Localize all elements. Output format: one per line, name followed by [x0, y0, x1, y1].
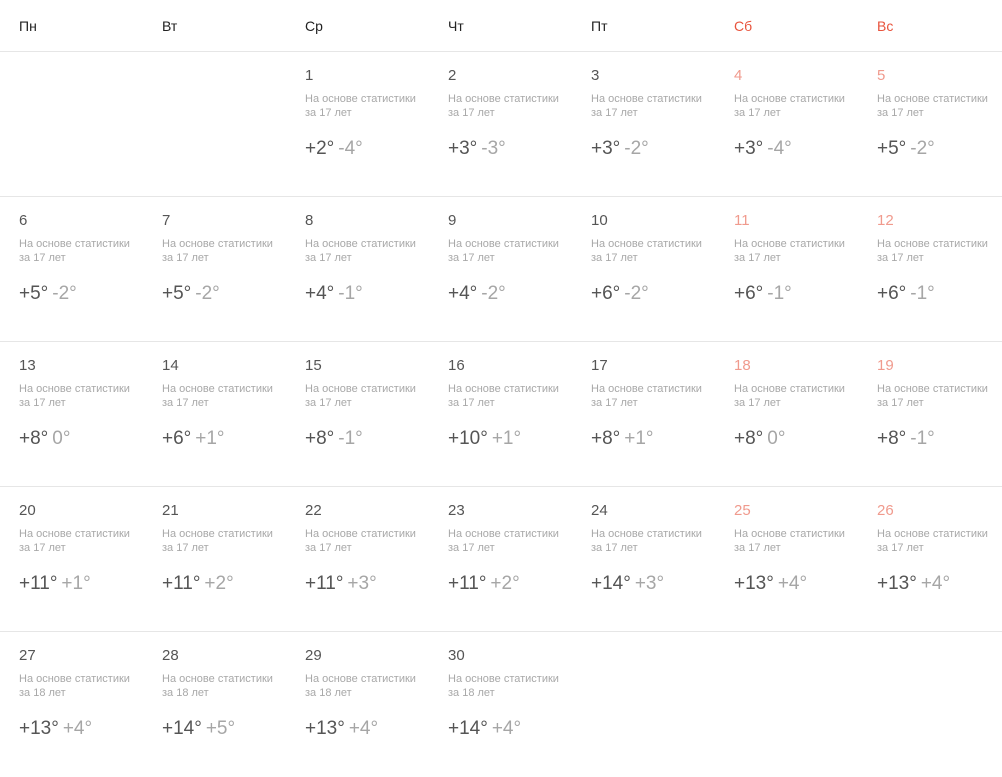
day-number: 28 [162, 647, 179, 664]
statistics-note-line1: На основе статистики [305, 528, 416, 540]
day-cell[interactable] [286, 52, 429, 196]
day-number: 26 [877, 502, 894, 519]
temperature-range [591, 573, 715, 595]
weekday-sat: Сб [734, 18, 753, 34]
statistics-note-line1: На основе статистики [162, 673, 273, 685]
statistics-note-line2: за 17 лет [305, 107, 352, 119]
empty-day-cell [572, 632, 715, 777]
statistics-note-line2: за 17 лет [877, 542, 924, 554]
day-cell[interactable] [858, 342, 1001, 486]
statistics-note [448, 672, 572, 700]
day-cell[interactable] [429, 487, 572, 631]
temperature-range [877, 573, 1001, 595]
day-cell[interactable] [715, 52, 858, 196]
statistics-note [448, 527, 572, 555]
statistics-note-line2: за 18 лет [162, 687, 209, 699]
day-cell[interactable] [715, 342, 858, 486]
weekday-sun: Вс [877, 18, 894, 34]
temperature-low: +3° [347, 573, 377, 594]
statistics-note [734, 92, 858, 120]
day-cell[interactable] [858, 197, 1001, 341]
temperature-low: -3° [481, 138, 506, 159]
day-cell[interactable] [572, 487, 715, 631]
day-cell[interactable] [143, 197, 286, 341]
temperature-high: +3° [734, 138, 764, 159]
temperature-low: -2° [624, 283, 649, 304]
statistics-note [162, 527, 286, 555]
day-cell[interactable] [143, 487, 286, 631]
day-cell[interactable] [286, 487, 429, 631]
statistics-note-line2: за 17 лет [305, 542, 352, 554]
statistics-note-line2: за 17 лет [734, 107, 781, 119]
statistics-note [305, 92, 429, 120]
day-number: 12 [877, 212, 894, 229]
day-cell[interactable] [286, 632, 429, 777]
day-number: 14 [162, 357, 179, 374]
temperature-range [162, 428, 286, 450]
statistics-note-line2: за 17 лет [19, 542, 66, 554]
day-cell[interactable] [858, 487, 1001, 631]
week-row [0, 632, 1002, 777]
day-number: 9 [448, 212, 457, 229]
statistics-note-line1: На основе статистики [305, 238, 416, 250]
statistics-note-line2: за 18 лет [448, 687, 495, 699]
temperature-high: +11° [19, 573, 58, 594]
temperature-low: -1° [767, 283, 792, 304]
statistics-note-line2: за 17 лет [448, 397, 495, 409]
statistics-note-line1: На основе статистики [448, 528, 559, 540]
day-number: 29 [305, 647, 322, 664]
statistics-note [19, 527, 143, 555]
temperature-range [305, 283, 429, 305]
temperature-low: +2° [204, 573, 234, 594]
statistics-note-line2: за 17 лет [162, 542, 209, 554]
statistics-note-line1: На основе статистики [877, 528, 988, 540]
day-number: 17 [591, 357, 608, 374]
statistics-note-line1: На основе статистики [305, 383, 416, 395]
day-number: 19 [877, 357, 894, 374]
temperature-low: -1° [338, 428, 363, 449]
day-cell[interactable] [286, 342, 429, 486]
statistics-note-line1: На основе статистики [734, 238, 845, 250]
temperature-low: +4° [348, 718, 379, 739]
temperature-high: +8° [877, 428, 907, 449]
temperature-high: +13° [19, 718, 59, 739]
temperature-range [877, 138, 1001, 160]
statistics-note-line2: за 17 лет [162, 397, 209, 409]
temperature-high: +8° [19, 428, 49, 449]
statistics-note-line2: за 17 лет [448, 542, 495, 554]
day-number: 6 [19, 212, 28, 229]
weekday-fri: Пт [591, 18, 608, 34]
statistics-note-line2: за 17 лет [162, 252, 209, 264]
day-number: 10 [591, 212, 608, 229]
statistics-note [448, 382, 572, 410]
temperature-range [448, 138, 572, 160]
day-cell[interactable] [572, 197, 715, 341]
temperature-high: +8° [734, 428, 764, 449]
day-cell[interactable] [286, 197, 429, 341]
statistics-note-line1: На основе статистики [305, 673, 416, 685]
calendar-weeks [0, 52, 1002, 777]
day-number: 2 [448, 67, 457, 84]
day-number: 24 [591, 502, 608, 519]
day-number: 4 [734, 67, 743, 84]
temperature-low: -4° [767, 138, 792, 159]
day-number: 3 [591, 67, 600, 84]
week-row [0, 52, 1002, 197]
temperature-low: +3° [634, 573, 665, 594]
statistics-note-line2: за 17 лет [19, 397, 66, 409]
temperature-high: +11° [305, 573, 344, 594]
statistics-note-line2: за 17 лет [448, 107, 495, 119]
day-cell[interactable] [0, 632, 143, 777]
temperature-range [162, 718, 286, 740]
statistics-note [19, 237, 143, 265]
week-row [0, 342, 1002, 487]
temperature-range [448, 718, 572, 740]
temperature-low: 0° [52, 428, 71, 449]
statistics-note-line1: На основе статистики [591, 93, 702, 105]
temperature-range [162, 573, 286, 595]
temperature-low: -4° [338, 138, 363, 159]
temperature-low: +2° [490, 573, 520, 594]
statistics-note [305, 382, 429, 410]
week-row [0, 197, 1002, 342]
temperature-high: +5° [877, 138, 907, 159]
statistics-note-line1: На основе статистики [591, 383, 702, 395]
statistics-note [734, 527, 858, 555]
temperature-range [305, 573, 429, 595]
temperature-low: +4° [62, 718, 93, 739]
weekday-thu: Чт [448, 18, 464, 34]
statistics-note-line2: за 17 лет [591, 542, 638, 554]
temperature-low: -2° [481, 283, 506, 304]
statistics-note [305, 672, 429, 700]
temperature-range [734, 573, 858, 595]
statistics-note-line1: На основе статистики [19, 383, 130, 395]
temperature-range [591, 283, 715, 305]
temperature-low: +1° [491, 428, 522, 449]
statistics-note-line2: за 17 лет [591, 397, 638, 409]
temperature-high: +6° [591, 283, 621, 304]
temperature-high: +2° [305, 138, 335, 159]
temperature-range [448, 573, 572, 595]
day-number: 25 [734, 502, 751, 519]
statistics-note [448, 237, 572, 265]
statistics-note-line2: за 17 лет [19, 252, 66, 264]
statistics-note-line1: На основе статистики [19, 673, 130, 685]
day-number: 5 [877, 67, 886, 84]
temperature-low: -1° [910, 428, 935, 449]
temperature-high: +13° [734, 573, 774, 594]
statistics-note [591, 237, 715, 265]
temperature-high: +4° [305, 283, 335, 304]
temperature-range [734, 283, 858, 305]
temperature-low: -1° [338, 283, 363, 304]
temperature-high: +14° [591, 573, 631, 594]
temperature-range [162, 283, 286, 305]
temperature-low: +4° [920, 573, 951, 594]
temperature-range [877, 428, 1001, 450]
statistics-note [305, 527, 429, 555]
day-cell[interactable] [429, 632, 572, 777]
statistics-note-line1: На основе статистики [448, 383, 559, 395]
statistics-note [162, 237, 286, 265]
week-row [0, 487, 1002, 632]
day-cell[interactable] [429, 342, 572, 486]
temperature-range [19, 283, 143, 305]
day-number: 20 [19, 502, 36, 519]
temperature-high: +14° [448, 718, 488, 739]
statistics-note-line1: На основе статистики [734, 528, 845, 540]
day-number: 30 [448, 647, 465, 664]
temperature-high: +6° [734, 283, 764, 304]
statistics-note-line2: за 17 лет [734, 542, 781, 554]
day-number: 11 [734, 212, 750, 229]
temperature-range [448, 283, 572, 305]
statistics-note-line1: На основе статистики [162, 238, 273, 250]
statistics-note-line1: На основе статистики [448, 673, 559, 685]
statistics-note [877, 237, 1001, 265]
statistics-note-line2: за 17 лет [734, 397, 781, 409]
statistics-note-line2: за 18 лет [305, 687, 352, 699]
statistics-note-line1: На основе статистики [591, 238, 702, 250]
temperature-high: +4° [448, 283, 478, 304]
statistics-note-line1: На основе статистики [734, 383, 845, 395]
temperature-range [591, 138, 715, 160]
temperature-range [19, 573, 143, 595]
temperature-range [19, 428, 143, 450]
statistics-note-line2: за 17 лет [305, 252, 352, 264]
day-number: 8 [305, 212, 314, 229]
temperature-range [734, 138, 858, 160]
temperature-high: +3° [591, 138, 621, 159]
statistics-note-line2: за 17 лет [591, 107, 638, 119]
temperature-high: +5° [162, 283, 192, 304]
temperature-low: -1° [910, 283, 935, 304]
temperature-high: +6° [162, 428, 192, 449]
temperature-low: -2° [910, 138, 935, 159]
statistics-note-line2: за 18 лет [19, 687, 66, 699]
day-cell[interactable] [429, 197, 572, 341]
day-cell[interactable] [143, 342, 286, 486]
day-cell[interactable] [0, 487, 143, 631]
temperature-low: +1° [195, 428, 225, 449]
temperature-range [305, 138, 429, 160]
temperature-high: +11° [162, 573, 201, 594]
temperature-low: +1° [61, 573, 91, 594]
temperature-low: +4° [491, 718, 522, 739]
temperature-high: +14° [162, 718, 202, 739]
statistics-note-line1: На основе статистики [19, 238, 130, 250]
temperature-high: +5° [19, 283, 49, 304]
day-number: 13 [19, 357, 36, 374]
day-cell[interactable] [715, 197, 858, 341]
weekday-mon: Пн [19, 18, 37, 34]
temperature-range [448, 428, 572, 450]
day-cell[interactable] [0, 197, 143, 341]
empty-day-cell [715, 632, 858, 777]
day-number: 15 [305, 357, 322, 374]
statistics-note [591, 92, 715, 120]
statistics-note [591, 382, 715, 410]
day-cell[interactable] [572, 342, 715, 486]
temperature-high: +8° [305, 428, 335, 449]
day-number: 16 [448, 357, 465, 374]
weekday-header [0, 0, 1002, 52]
statistics-note [162, 672, 286, 700]
statistics-note [734, 382, 858, 410]
statistics-note-line2: за 17 лет [448, 252, 495, 264]
empty-day-cell [858, 632, 1001, 777]
temperature-low: +1° [624, 428, 654, 449]
statistics-note [591, 527, 715, 555]
day-number: 22 [305, 502, 322, 519]
statistics-note [19, 672, 143, 700]
statistics-note-line1: На основе статистики [448, 93, 559, 105]
temperature-low: 0° [767, 428, 786, 449]
temperature-high: +13° [877, 573, 917, 594]
day-number: 7 [162, 212, 171, 229]
statistics-note [162, 382, 286, 410]
temperature-high: +11° [448, 573, 487, 594]
statistics-note-line1: На основе статистики [591, 528, 702, 540]
day-number: 21 [162, 502, 179, 519]
statistics-note [734, 237, 858, 265]
statistics-note-line1: На основе статистики [877, 238, 988, 250]
temperature-high: +10° [448, 428, 488, 449]
statistics-note-line1: На основе статистики [305, 93, 416, 105]
statistics-note-line1: На основе статистики [19, 528, 130, 540]
statistics-note-line1: На основе статистики [877, 383, 988, 395]
day-number: 23 [448, 502, 465, 519]
day-number: 27 [19, 647, 36, 664]
statistics-note-line2: за 17 лет [305, 397, 352, 409]
temperature-low: +5° [205, 718, 236, 739]
statistics-note-line2: за 17 лет [877, 252, 924, 264]
day-cell[interactable] [143, 632, 286, 777]
temperature-low: -2° [624, 138, 649, 159]
statistics-note [19, 382, 143, 410]
statistics-note [877, 527, 1001, 555]
statistics-note [305, 237, 429, 265]
temperature-range [305, 718, 429, 740]
weekday-wed: Ср [305, 18, 323, 34]
statistics-note-line2: за 17 лет [877, 107, 924, 119]
statistics-note-line2: за 17 лет [591, 252, 638, 264]
day-number: 18 [734, 357, 751, 374]
statistics-note-line1: На основе статистики [734, 93, 845, 105]
empty-day-cell [143, 52, 286, 196]
day-cell[interactable] [0, 342, 143, 486]
temperature-low: -2° [195, 283, 220, 304]
temperature-range [19, 718, 143, 740]
temperature-high: +13° [305, 718, 345, 739]
statistics-note-line2: за 17 лет [877, 397, 924, 409]
temperature-low: -2° [52, 283, 77, 304]
statistics-note [877, 382, 1001, 410]
day-cell[interactable] [429, 52, 572, 196]
temperature-range [305, 428, 429, 450]
statistics-note-line1: На основе статистики [448, 238, 559, 250]
day-cell[interactable] [715, 487, 858, 631]
temperature-range [877, 283, 1001, 305]
temperature-high: +8° [591, 428, 621, 449]
temperature-high: +6° [877, 283, 907, 304]
day-cell[interactable] [858, 52, 1001, 196]
statistics-note-line2: за 17 лет [734, 252, 781, 264]
statistics-note-line1: На основе статистики [877, 93, 988, 105]
weekday-tue: Вт [162, 18, 178, 34]
temperature-range [734, 428, 858, 450]
statistics-note-line1: На основе статистики [162, 383, 273, 395]
temperature-high: +3° [448, 138, 478, 159]
statistics-note [448, 92, 572, 120]
temperature-low: +4° [777, 573, 808, 594]
empty-day-cell [0, 52, 143, 196]
day-cell[interactable] [572, 52, 715, 196]
statistics-note-line1: На основе статистики [162, 528, 273, 540]
statistics-note [877, 92, 1001, 120]
temperature-range [591, 428, 715, 450]
day-number: 1 [305, 67, 314, 84]
